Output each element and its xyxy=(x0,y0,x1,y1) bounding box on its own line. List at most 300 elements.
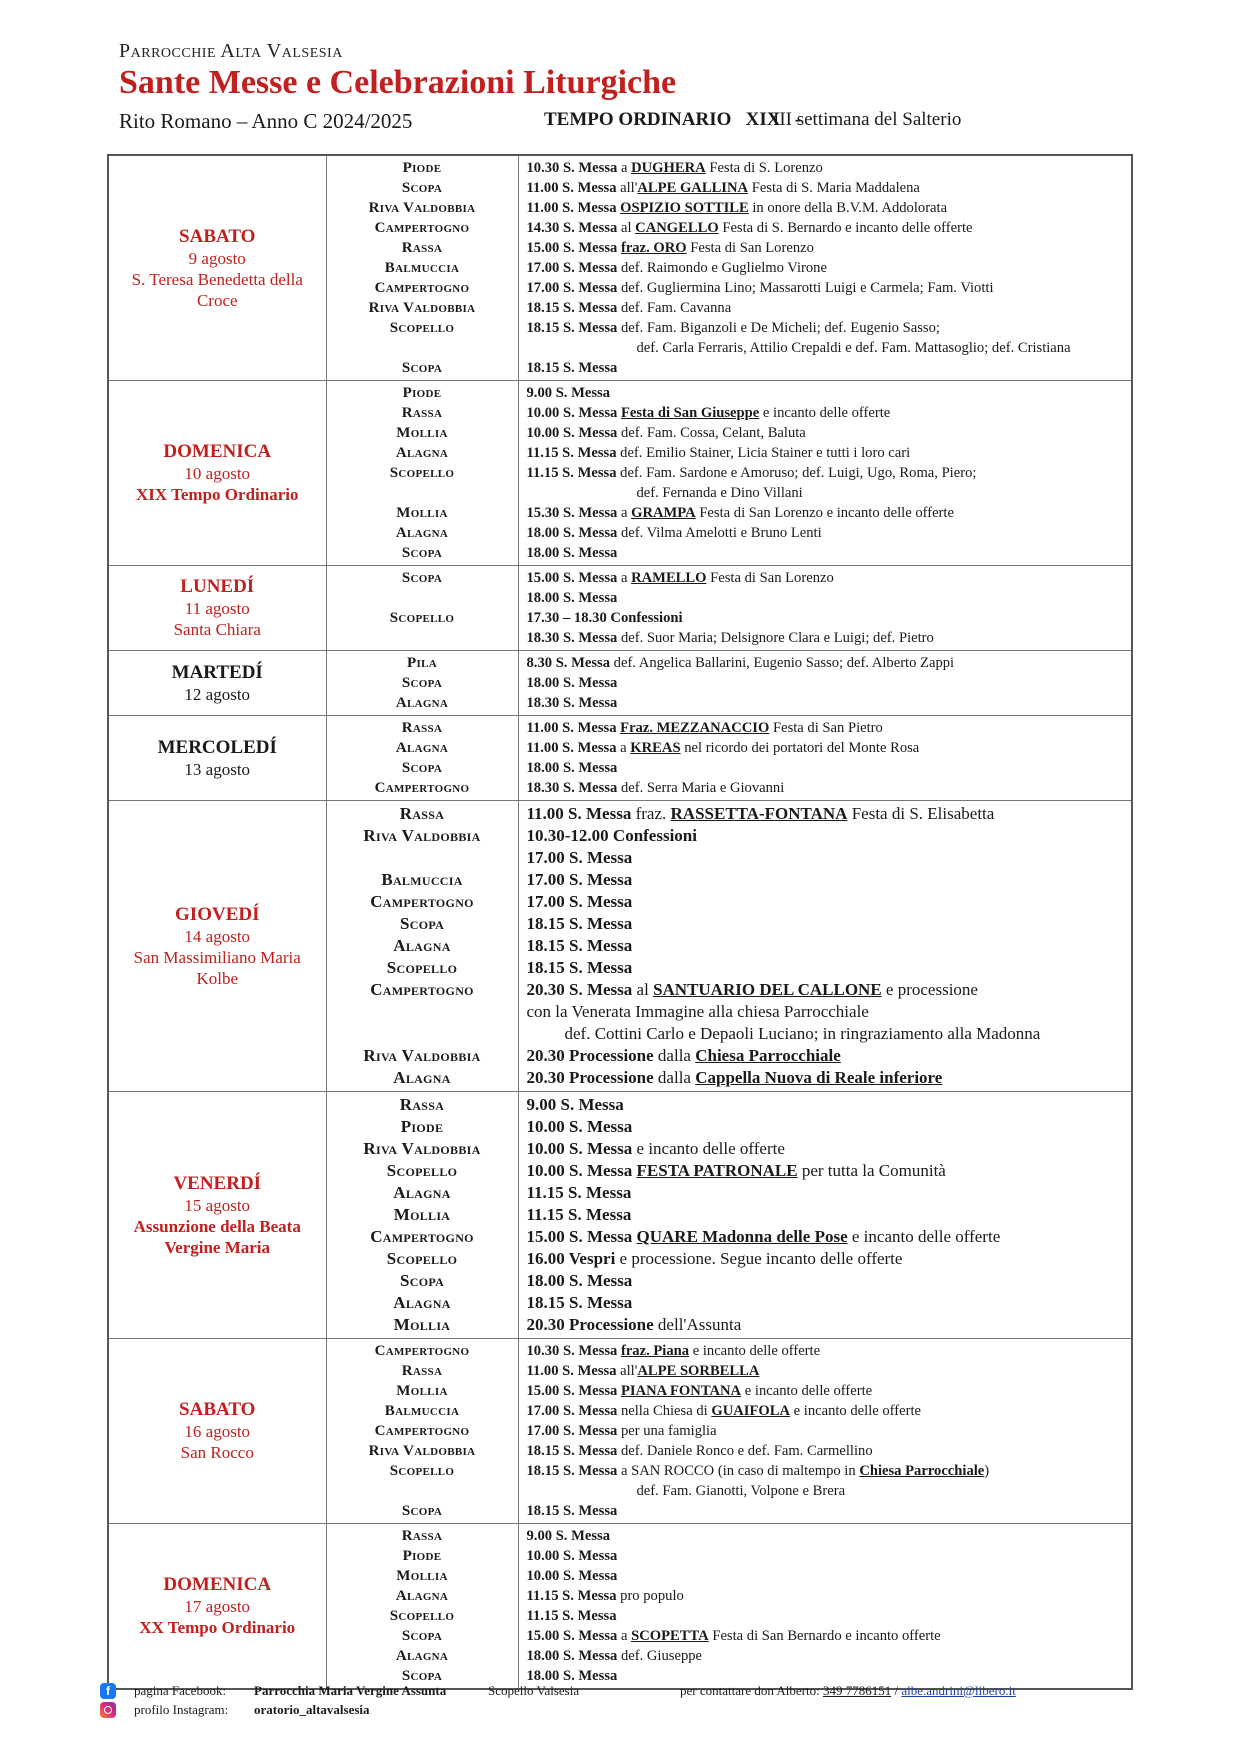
day-row xyxy=(108,566,1132,651)
event-time: 18.00 S. Messa xyxy=(526,590,618,606)
day-name: MARTEDÍ xyxy=(171,661,263,683)
event-line xyxy=(527,693,1126,713)
day-date: 16 agosto xyxy=(184,1422,251,1441)
place-name: Campertogno xyxy=(374,1423,470,1439)
event-line: 17.00 S. Messa def. Raimondo e Guglielmo Virone xyxy=(526,260,827,276)
place-name: Alagna xyxy=(393,1068,451,1087)
event-line: 18.15 S. Messa a SAN ROCCO (in caso di maltempo in Chiesa Parrocchiale) xyxy=(526,1463,990,1479)
event-time: 18.15 S. Messa xyxy=(526,958,633,977)
place-name: Scopa xyxy=(399,914,445,933)
event-line xyxy=(527,1606,1126,1626)
day-feast: San Massimiliano Maria Kolbe xyxy=(133,947,301,988)
place-name: Alagna xyxy=(395,1588,449,1604)
place-name xyxy=(327,628,518,648)
place-name: Scopa xyxy=(399,1271,445,1290)
place-name: Rassa xyxy=(399,804,445,823)
place-name xyxy=(327,338,518,358)
places-cell xyxy=(326,566,518,651)
event-line xyxy=(527,1182,1126,1204)
place-name: Rassa xyxy=(401,1363,443,1379)
place-name: Pila xyxy=(407,655,437,671)
event-time: 11.15 S. Messa xyxy=(526,465,617,481)
facebook-label: pagina Facebook: xyxy=(134,1683,227,1698)
event-time: 15.30 S. Messa xyxy=(526,505,618,521)
day-row xyxy=(108,716,1132,801)
event-time: 16.00 Vespri xyxy=(526,1249,616,1268)
day-cell xyxy=(108,1524,326,1690)
day-row xyxy=(108,651,1132,716)
place-name: Scopello xyxy=(389,1463,455,1479)
event-time: 17.00 S. Messa xyxy=(526,1423,618,1439)
event-line: 11.15 S. Messa pro populo xyxy=(526,1588,684,1604)
events-cell xyxy=(518,1339,1132,1524)
day-row xyxy=(108,1092,1132,1339)
event-time: 11.00 S. Messa xyxy=(526,1363,617,1379)
event-line xyxy=(527,1094,1126,1116)
place-name: Campertogno xyxy=(374,280,470,296)
places-cell xyxy=(326,801,518,1092)
place-name: Rassa xyxy=(401,405,443,421)
event-time: 18.15 S. Messa xyxy=(526,1463,618,1479)
place-name: Scopello xyxy=(389,610,455,626)
place-name: Campertogno xyxy=(374,780,470,796)
event-line: 18.00 S. Messa def. Giuseppe xyxy=(526,1648,703,1664)
subtitle-line xyxy=(119,109,1139,139)
event-line: def. Carla Ferraris, Attilio Crepaldi e def. Fam. Mattasoglio; def. Cristiana xyxy=(636,340,1071,356)
event-line: 20.30 Processione dalla Chiesa Parrocchiale xyxy=(526,1046,841,1065)
place-name: Piode xyxy=(402,160,442,176)
place-name: Scopello xyxy=(386,958,458,977)
event-time: 18.15 S. Messa xyxy=(526,360,618,376)
event-line: 10.30 S. Messa fraz. Piana e incanto delle offerte xyxy=(526,1343,821,1359)
event-line xyxy=(527,1526,1126,1546)
event-time: 20.30 Processione xyxy=(526,1315,654,1334)
event-location: Festa di San Giuseppe xyxy=(620,405,760,421)
day-name: LUNEDÍ xyxy=(180,576,255,597)
event-line xyxy=(527,1292,1126,1314)
day-feast: San Rocco xyxy=(180,1443,254,1462)
event-location: SCOPETTA xyxy=(631,1628,709,1644)
place-name: Riva Valdobbia xyxy=(368,200,476,216)
event-line: 15.00 S. Messa PIANA FONTANA e incanto delle offerte xyxy=(526,1383,873,1399)
day-cell xyxy=(108,1339,326,1524)
day-feast: S. Teresa Benedetta della Croce xyxy=(131,269,303,310)
event-location: Chiesa Parrocchiale xyxy=(695,1046,841,1065)
event-time: 8.30 S. Messa xyxy=(526,655,611,671)
place-name: Campertogno xyxy=(370,980,474,999)
schedule-table xyxy=(107,154,1133,1690)
event-time: 11.15 S. Messa xyxy=(526,1588,617,1604)
event-line xyxy=(527,957,1126,979)
event-line: 20.30 S. Messa al SANTUARIO DEL CALLONE e processione xyxy=(526,980,978,999)
event-location: GUAIFOLA xyxy=(711,1403,790,1419)
event-line: 11.15 S. Messa def. Fam. Sardone e Amoruso; def. Luigi, Ugo, Roma, Piero; xyxy=(526,465,977,481)
event-time: 18.00 S. Messa xyxy=(526,1668,618,1684)
liturgical-time: TEMPO ORDINARIO XIX - xyxy=(544,109,802,130)
place-name: Alagna xyxy=(393,1293,451,1312)
place-name: Scopello xyxy=(386,1249,458,1268)
place-name: Rassa xyxy=(401,240,443,256)
events-cell xyxy=(518,381,1132,566)
places-cell xyxy=(326,381,518,566)
place-name: Balmuccia xyxy=(384,1403,460,1419)
event-line xyxy=(527,673,1126,693)
day-name: GIOVEDÍ xyxy=(175,903,260,925)
place-name: Scopello xyxy=(389,320,455,336)
event-time: 15.00 S. Messa xyxy=(526,1628,618,1644)
day-row xyxy=(108,155,1132,381)
place-name: Piode xyxy=(402,385,442,401)
contact-phone-link[interactable]: 349 7786151 xyxy=(822,1683,892,1698)
event-location: RASSETTA-FONTANA xyxy=(670,804,848,823)
event-time: 15.00 S. Messa xyxy=(526,240,618,256)
day-name: VENERDÍ xyxy=(173,1172,262,1194)
event-location: KREAS xyxy=(630,740,681,756)
event-time: 18.00 S. Messa xyxy=(526,545,618,561)
event-time: 18.00 S. Messa xyxy=(526,1648,618,1664)
event-line: 10.00 S. Messa e incanto delle offerte xyxy=(526,1139,785,1158)
event-line: 14.30 S. Messa al CANGELLO Festa di S. Bernardo e incanto delle offerte xyxy=(526,220,973,236)
event-location: SANTUARIO DEL CALLONE xyxy=(653,980,882,999)
place-name: Campertogno xyxy=(374,1343,470,1359)
place-name: Mollia xyxy=(393,1205,451,1224)
event-time: 11.15 S. Messa xyxy=(526,1183,632,1202)
events-cell xyxy=(518,1524,1132,1690)
events-cell xyxy=(518,716,1132,801)
place-name: Scopa xyxy=(401,545,443,561)
place-name: Balmuccia xyxy=(384,260,460,276)
place-name: Piode xyxy=(402,1548,442,1564)
day-date: 11 agosto xyxy=(184,599,250,618)
event-time: 10.00 S. Messa xyxy=(526,425,618,441)
event-line: 10.00 S. Messa def. Fam. Cossa, Celant, Baluta xyxy=(526,425,806,441)
place-name: Scopa xyxy=(401,760,443,776)
event-line xyxy=(527,891,1126,913)
event-line: 20.30 Processione dell'Assunta xyxy=(526,1315,742,1334)
places-cell xyxy=(326,1524,518,1690)
event-time: 18.00 S. Messa xyxy=(526,1271,633,1290)
event-line: 10.30 S. Messa a DUGHERA Festa di S. Lorenzo xyxy=(526,160,823,176)
facebook-page-link[interactable]: Parrocchia Maria Vergine Assunta xyxy=(254,1683,447,1698)
event-time: 18.00 S. Messa xyxy=(526,760,618,776)
event-line xyxy=(527,1204,1126,1226)
event-line: 10.00 S. Messa Festa di San Giuseppe e incanto delle offerte xyxy=(526,405,891,421)
event-location: fraz. ORO xyxy=(620,240,687,256)
event-line: 18.15 S. Messa def. Fam. Biganzoli e De Micheli; def. Eugenio Sasso; xyxy=(526,320,940,336)
day-row xyxy=(108,801,1132,1092)
event-location: GRAMPA xyxy=(631,505,696,521)
place-name: Scopello xyxy=(389,1608,455,1624)
day-date: 12 agosto xyxy=(184,684,251,704)
day-row xyxy=(108,381,1132,566)
event-time: 9.00 S. Messa xyxy=(526,1528,611,1544)
event-line xyxy=(527,847,1126,869)
event-time: 9.00 S. Messa xyxy=(526,385,611,401)
event-time: 18.30 S. Messa xyxy=(526,630,618,646)
contact-label: per contattare don Alberto: xyxy=(680,1683,820,1698)
event-time: 15.00 S. Messa xyxy=(526,570,618,586)
event-time: 10.30-12.00 Confessioni xyxy=(526,826,697,845)
event-line: 11.00 S. Messa all'ALPE SORBELLA xyxy=(526,1363,760,1379)
footer xyxy=(100,1683,1140,1721)
place-name: Rassa xyxy=(401,720,443,736)
event-location: QUARE Madonna delle Pose xyxy=(636,1227,848,1246)
event-line xyxy=(527,588,1126,608)
event-line: 11.00 S. Messa a KREAS nel ricordo dei portatori del Monte Rosa xyxy=(526,740,920,756)
event-time: 17.00 S. Messa xyxy=(526,260,618,276)
events-cell xyxy=(518,1092,1132,1339)
place-name: Campertogno xyxy=(370,1227,474,1246)
day-name: SABATO xyxy=(179,1399,256,1420)
day-name: MERCOLEDÍ xyxy=(157,736,277,758)
event-location: ALPE GALLINA xyxy=(637,180,749,196)
place-name: Alagna xyxy=(395,525,449,541)
place-name xyxy=(327,588,518,608)
place-name: Riva Valdobbia xyxy=(363,1046,481,1065)
place-name: Scopa xyxy=(401,180,443,196)
place-name: Campertogno xyxy=(370,892,474,911)
event-time: 17.00 S. Messa xyxy=(526,870,633,889)
psalter-week: III settimana del Salterio xyxy=(773,109,962,130)
place-name: Scopello xyxy=(389,465,455,481)
event-time: 10.30 S. Messa xyxy=(526,1343,618,1359)
event-line: 11.15 S. Messa def. Emilio Stainer, Licia Stainer e tutti i loro cari xyxy=(526,445,911,461)
event-line: 15.00 S. Messa QUARE Madonna delle Pose e incanto delle offerte xyxy=(526,1227,1001,1246)
event-time: 20.30 Processione xyxy=(526,1046,654,1065)
event-time: 11.00 S. Messa xyxy=(526,740,617,756)
event-line: 18.00 S. Messa def. Vilma Amelotti e Bruno Lenti xyxy=(526,525,822,541)
event-time: 11.15 S. Messa xyxy=(526,1205,632,1224)
event-time: 17.30 – 18.30 Confessioni xyxy=(526,610,683,626)
event-line: 18.15 S. Messa def. Fam. Cavanna xyxy=(526,300,732,316)
place-name: Scopa xyxy=(401,1503,443,1519)
day-cell xyxy=(108,381,326,566)
event-time: 20.30 Processione xyxy=(526,1068,654,1087)
event-line: 15.00 S. Messa fraz. ORO Festa di San Lorenzo xyxy=(526,240,814,256)
event-time: 18.30 S. Messa xyxy=(526,695,618,711)
place-name: Mollia xyxy=(396,1568,448,1584)
events-cell xyxy=(518,801,1132,1092)
place-name: Riva Valdobbia xyxy=(368,1443,476,1459)
event-time: 18.00 S. Messa xyxy=(526,525,618,541)
event-line: def. Fam. Gianotti, Volpone e Brera xyxy=(636,1483,846,1499)
place-name: Riva Valdobbia xyxy=(368,300,476,316)
event-location: CANGELLO xyxy=(635,220,719,236)
day-cell xyxy=(108,716,326,801)
day-feast: Santa Chiara xyxy=(173,620,261,639)
event-line: 17.00 S. Messa nella Chiesa di GUAIFOLA e incanto delle offerte xyxy=(526,1403,922,1419)
event-time: 18.15 S. Messa xyxy=(526,914,633,933)
events-cell xyxy=(518,155,1132,381)
event-time: 17.00 S. Messa xyxy=(526,892,633,911)
place-name: Mollia xyxy=(396,1383,448,1399)
event-line xyxy=(527,1270,1126,1292)
day-row xyxy=(108,1339,1132,1524)
place-name: Riva Valdobbia xyxy=(363,826,481,845)
day-date: 15 agosto xyxy=(184,1195,251,1215)
instagram-icon[interactable] xyxy=(100,1702,116,1718)
place-name: Rassa xyxy=(399,1095,445,1114)
event-line xyxy=(527,869,1126,891)
day-row xyxy=(108,1524,1132,1690)
place-name: Scopello xyxy=(386,1161,458,1180)
event-line: 10.00 S. Messa FESTA PATRONALE per tutta la Comunità xyxy=(526,1161,946,1180)
place-name: Balmuccia xyxy=(381,870,463,889)
event-time: 10.30 S. Messa xyxy=(526,160,618,176)
day-cell xyxy=(108,155,326,381)
event-time: 10.00 S. Messa xyxy=(526,1117,633,1136)
event-line: 17.00 S. Messa def. Gugliermina Lino; Massarotti Luigi e Carmela; Fam. Viotti xyxy=(526,280,994,296)
places-cell xyxy=(326,716,518,801)
event-line xyxy=(527,1501,1126,1521)
event-line xyxy=(527,935,1126,957)
event-line xyxy=(527,1546,1126,1566)
event-time: 18.15 S. Messa xyxy=(526,1443,618,1459)
day-name: SABATO xyxy=(179,225,256,247)
place-name: Mollia xyxy=(396,425,448,441)
event-line: 11.00 S. Messa fraz. RASSETTA-FONTANA Festa di S. Elisabetta xyxy=(526,804,995,823)
event-time: 17.00 S. Messa xyxy=(526,280,618,296)
place-name: Mollia xyxy=(393,1315,451,1334)
instagram-label: profilo Instagram: xyxy=(134,1702,229,1717)
place-name: Scopa xyxy=(401,570,443,586)
rite-year: Rito Romano – Anno C 2024/2025 xyxy=(119,109,413,133)
place-name: Scopa xyxy=(401,1628,443,1644)
place-name: Alagna xyxy=(395,740,449,756)
event-line: 15.00 S. Messa a RAMELLO Festa di San Lorenzo xyxy=(526,570,834,586)
places-cell xyxy=(326,155,518,381)
day-cell xyxy=(108,1092,326,1339)
event-location: Fraz. MEZZANACCIO xyxy=(620,720,770,736)
event-time: 11.00 S. Messa xyxy=(526,180,617,196)
event-location: Chiesa Parrocchiale xyxy=(859,1463,985,1479)
event-time: 10.00 S. Messa xyxy=(526,1139,633,1158)
day-date: 10 agosto xyxy=(184,464,251,483)
place-name: Alagna xyxy=(393,936,451,955)
day-date: 13 agosto xyxy=(184,759,251,779)
place-name xyxy=(327,483,518,503)
event-line: 11.00 S. Messa Fraz. MEZZANACCIO Festa di San Pietro xyxy=(526,720,883,736)
event-line: 16.00 Vespri e processione. Segue incanto delle offerte xyxy=(526,1249,903,1268)
event-location: RAMELLO xyxy=(631,570,707,586)
event-line xyxy=(527,383,1126,403)
event-time: 18.15 S. Messa xyxy=(526,300,618,316)
day-cell xyxy=(108,566,326,651)
event-line: 15.30 S. Messa a GRAMPA Festa di San Lorenzo e incanto delle offerte xyxy=(526,505,954,521)
facebook-icon[interactable]: f xyxy=(100,1683,116,1699)
event-location: ALPE SORBELLA xyxy=(637,1363,760,1379)
event-location: FESTA PATRONALE xyxy=(636,1161,798,1180)
event-time: 14.30 S. Messa xyxy=(526,220,618,236)
place-name: Piode xyxy=(400,1117,444,1136)
day-date: 9 agosto xyxy=(188,248,246,268)
place-name xyxy=(327,847,518,869)
place-name: Rassa xyxy=(401,1528,443,1544)
day-name: DOMENICA xyxy=(163,441,272,462)
contact-separator: / xyxy=(894,1683,899,1698)
place-name: Scopa xyxy=(401,360,443,376)
event-time: 18.15 S. Messa xyxy=(526,936,633,955)
event-location: fraz. Piana xyxy=(620,1343,690,1359)
document-header xyxy=(119,40,1139,139)
day-cell xyxy=(108,801,326,1092)
event-line xyxy=(527,543,1126,563)
place-name: Campertogno xyxy=(374,220,470,236)
event-line xyxy=(527,825,1126,847)
places-cell xyxy=(326,651,518,716)
day-date: 14 agosto xyxy=(184,926,251,946)
event-location: DUGHERA xyxy=(631,160,706,176)
event-line xyxy=(527,608,1126,628)
event-time: 18.30 S. Messa xyxy=(526,780,618,796)
event-time: 11.00 S. Messa xyxy=(526,804,632,823)
event-time: 11.15 S. Messa xyxy=(526,445,617,461)
place-name: Scopa xyxy=(401,675,443,691)
contact-email-link[interactable]: albe.andrini@libero.it xyxy=(901,1683,1016,1698)
place-name: Alagna xyxy=(393,1183,451,1202)
event-location: PIANA FONTANA xyxy=(620,1383,742,1399)
event-time: 17.00 S. Messa xyxy=(526,848,633,867)
event-line xyxy=(527,1566,1126,1586)
day-name: DOMENICA xyxy=(163,1574,272,1595)
event-time: 10.00 S. Messa xyxy=(526,405,618,421)
event-time: 18.15 S. Messa xyxy=(526,1293,633,1312)
event-time: 10.00 S. Messa xyxy=(526,1161,633,1180)
event-line: 18.30 S. Messa def. Suor Maria; Delsignore Clara e Luigi; def. Pietro xyxy=(526,630,934,646)
event-line: 11.00 S. Messa all'ALPE GALLINA Festa di S. Maria Maddalena xyxy=(526,180,920,196)
event-line: 18.15 S. Messa def. Daniele Ronco e def. Fam. Carmellino xyxy=(526,1443,873,1459)
events-cell xyxy=(518,651,1132,716)
event-line: 17.00 S. Messa per una famiglia xyxy=(526,1423,717,1439)
day-feast: Assunzione della Beata Vergine Maria xyxy=(133,1216,301,1257)
event-line xyxy=(527,1116,1126,1138)
place-name xyxy=(327,1023,518,1045)
day-feast: XIX Tempo Ordinario xyxy=(136,485,299,504)
event-line xyxy=(527,758,1126,778)
event-time: 20.30 S. Messa xyxy=(526,980,633,999)
event-time: 11.15 S. Messa xyxy=(526,1608,617,1624)
places-cell xyxy=(326,1339,518,1524)
place-name: Alagna xyxy=(395,695,449,711)
page-title: Sante Messe e Celebrazioni Liturgiche xyxy=(119,64,677,101)
event-time: 10.00 S. Messa xyxy=(526,1548,618,1564)
day-date: 17 agosto xyxy=(184,1597,251,1616)
place-name: Scopa xyxy=(401,1668,443,1684)
day-feast: XX Tempo Ordinario xyxy=(139,1618,296,1637)
event-time: 15.00 S. Messa xyxy=(526,1383,618,1399)
event-line xyxy=(527,913,1126,935)
day-cell xyxy=(108,651,326,716)
events-cell xyxy=(518,566,1132,651)
event-time: 11.00 S. Messa xyxy=(526,200,617,216)
contact-line xyxy=(680,1683,1016,1699)
event-time: 17.00 S. Messa xyxy=(526,1403,618,1419)
facebook-place: Scopello Valsesia xyxy=(488,1683,580,1698)
event-line: 8.30 S. Messa def. Angelica Ballarini, Eugenio Sasso; def. Alberto Zappi xyxy=(526,655,955,671)
instagram-profile-link[interactable]: oratorio_altavalsesia xyxy=(254,1702,370,1717)
event-line: 20.30 Processione dalla Cappella Nuova di Reale inferiore xyxy=(526,1068,943,1087)
place-name xyxy=(327,1001,518,1023)
event-location: Cappella Nuova di Reale inferiore xyxy=(695,1068,943,1087)
event-time: 18.00 S. Messa xyxy=(526,675,618,691)
event-line: 11.00 S. Messa OSPIZIO SOTTILE in onore della B.V.M. Addolorata xyxy=(526,200,948,216)
event-location: OSPIZIO SOTTILE xyxy=(620,200,749,216)
event-time: 10.00 S. Messa xyxy=(526,1568,618,1584)
place-name: Alagna xyxy=(395,1648,449,1664)
place-name: Mollia xyxy=(396,505,448,521)
event-time: 18.15 S. Messa xyxy=(526,320,618,336)
event-time: 11.00 S. Messa xyxy=(526,720,617,736)
